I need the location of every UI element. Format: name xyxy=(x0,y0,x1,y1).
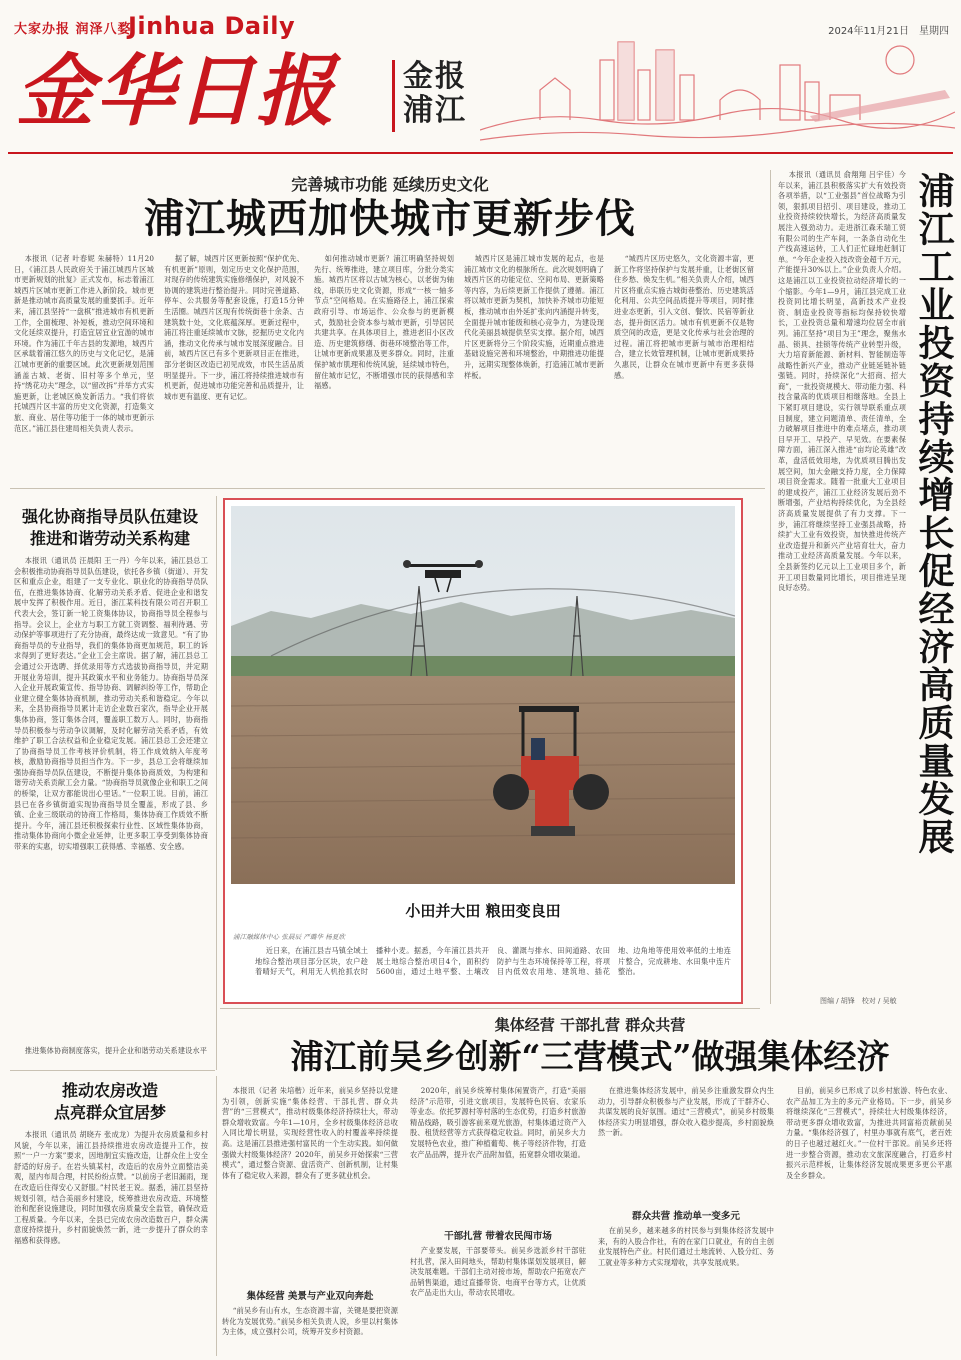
left-article1-headline xyxy=(12,506,208,550)
bottom-article-kicker: 集体经营 干部扎营 群众共营 xyxy=(494,1016,686,1034)
section-divider xyxy=(220,1008,760,1009)
bottom-article-col1 xyxy=(222,1086,398,1356)
left-article2-body: 本报讯（通讯员 胡晓卉 张成龙）为提升农房质量和乡村风貌，今年以来，浦江县持续推进农房改造提升工作，按照“一户一方案”要求，因地制宜实施改造，让群众住上安全舒适的好房子。在岩头镇某村，改造后的农房外立面整洁美观，屋内布局合理，村民纷纷点赞。“以前房子老旧漏雨，现在改造后住得安心又舒服。”村民老王说。据悉，浦江县坚持规划引领，结合美丽乡村建设，统筹推进农房改造、环境整治和配套设施建设，同时加强农房质量安全监管，确保改造工程质量。今年以来，全县已完成农房改造数百户，群众满意度持续提升，乡村面貌焕然一新，进一步提升了群众的幸福感和获得感。 xyxy=(14,1130,208,1245)
column-divider xyxy=(216,496,217,1070)
lead-article-col4: 城西片区是浦江城市发展的起点，也是浦江城市文化的根脉所在。此次规划明确了城西片区的功能定位、空间布局、更新策略等内容，为后续更新工作提供了遵循。浦江将以城市更新为契机，加快补齐城市功能短板，推动城市由外延扩张向内涵提升转变，全面提升城市能级和核心竞争力，为建设现代化美丽县城提供坚实支撑。据介绍，城西片区更新将分三个阶段实施，近期重点推进基础设施完善和环境整治，中期推进功能提升，远期实现整体焕新，打造浦江城市更新样板。 xyxy=(464,254,604,380)
photo-caption-title: 小田并大田 粮田变良田 xyxy=(405,902,561,920)
edition-line2: 浦江 xyxy=(403,93,467,128)
bottom-article-col1-text: 本报讯（记者 朱培楷）近年来，前吴乡坚持以党建为引领，创新实施“集体经营、干部扎营、群众共营”的“三营模式”，推动村级集体经济持续壮大，带动群众增收致富。今年1—10月，全乡村级集体经济总收入同比增长明显，实现经营性收入的村覆盖率持续提高。这是浦江县推进强村富民的一个生动实践。如何做强做大村级集体经济？2020年，前吴乡开始探索“三营模式”，通过整合资源、盘活资产、创新机制，让村集体有了稳定收入来源，群众有了更多就业机会。 xyxy=(222,1086,398,1180)
masthead-english-title: Jinhua Daily xyxy=(128,12,296,40)
bottom-article-col1-subhead: 集体经营 美景与产业双向奔赴 xyxy=(246,1291,374,1302)
edition-line1: 金报 xyxy=(403,59,467,94)
masthead-slogan: 大家办报 润泽八婺 xyxy=(14,22,132,37)
bottom-article-col3-subhead: 群众共营 推动单一变多元 xyxy=(632,1211,740,1222)
bottom-article-col3-text: 在推进集体经济发展中，前吴乡注重激发群众内生动力，引导群众积极参与产业发展，形成了干群齐心、共谋发展的良好氛围。通过“三营模式”，前吴乡村级集体经济实力明显增强，群众收入稳步提高，乡村面貌焕然一新。 xyxy=(598,1086,774,1138)
photo-credit: 浦江融媒体中心 张晨辰 严璐华 杨夏欣 xyxy=(233,933,346,941)
city-skyline-illustration xyxy=(480,20,955,148)
farm-field-photo xyxy=(231,506,735,884)
lead-article-col2: 据了解，城西片区更新按照“保护优先、有机更新”原则，划定历史文化保护范围，对现存的传统建筑实施修缮保护，对风貌不协调的建筑进行整治提升。同时完善道路、停车、公共服务等配套设施，打造15分钟生活圈。城西片区现有传统街巷十余条、古建筑数十处，文化底蕴深厚。更新过程中，浦江将注重延续城市文脉，挖掘历史文化内涵，推动文化传承与城市发展深度融合。目前，城西片区已有多个更新项目正在推进，部分老街区改造已初见成效，市民生活品质明显提升。下一步，浦江将持续推进城市有机更新，促进城市功能完善和品质提升，让城市更有温度、更有记忆。 xyxy=(164,254,304,401)
bottom-article-col2-tail: 产业要发展，干部要带头。前吴乡选派乡村干部驻村扎营，深入田间地头，帮助村集体谋划发展项目，解决发展难题。干部们主动对接市场，帮助农户拓宽农产品销售渠道，通过直播带货、电商平台等方式，让优质农产品走出大山，带动农民增收。 xyxy=(410,1246,586,1298)
section-divider xyxy=(10,488,765,489)
lead-article-kicker: 完善城市功能 延续历史文化 xyxy=(291,175,489,194)
masthead-title: 金华日报 xyxy=(16,46,337,137)
bottom-article-col2-text: 2020年，前吴乡统筹村集体闲置资产，打造“美丽经济”示范带，引进文旅项目，发展特色民宿、农家乐等业态。依托罗源村等村落的生态优势，打造乡村旅游精品线路，吸引游客前来观光旅游，村集体通过资产入股、租赁经营等方式获得稳定收益。同时，前吴乡大力发展特色农业，推广种植葡萄、桃子等经济作物，打造农产品品牌，提升农产品附加值，拓宽群众增收渠道。 xyxy=(410,1086,586,1159)
edition-badge xyxy=(392,60,474,132)
bottom-article-col3 xyxy=(598,1086,774,1356)
left-article1-footer: 推进集体协商制度落实，提升企业和谐劳动关系建设水平 xyxy=(24,1046,207,1055)
left-article1-headline-line2: 推进和谐劳动关系构建 xyxy=(29,529,190,548)
column-divider xyxy=(770,170,771,1004)
left-article2-headline-line2: 点亮群众宜居梦 xyxy=(53,1103,166,1122)
issue-date: 2024年11月21日 星期四 xyxy=(828,26,949,37)
lead-article-headline: 浦江城西加快城市更新步伐 xyxy=(144,195,636,242)
masthead-rule xyxy=(8,152,953,154)
right-article-credit: 图编 / 胡锋 校对 / 吴敏 xyxy=(820,997,897,1005)
right-article-body: 本报讯（通讯员 俞翔翔 吕宇佳）今年以来，浦江县积极落实扩大有效投资各项举措，以“工业强县”首位战略为引领，狠抓项目招引、项目建设，推动工业投资持续较快增长，为经济高质量发展注入强劲动力。走进浙江森禾瑞工贸有限公司的生产车间，一条条自动化生产线高速运转，工人们正忙碌地赶制订单。“今年企业投入技改资金超千万元，产能提升30%以上。”企业负责人介绍。这是浦江以工业投资拉动经济增长的一个缩影。今年1—9月，浦江县完成工业投资同比增长明显，高新技术产业投资、制造业投资等指标均保持较快增长，工业投资总量和增速均位居全市前列。浦江坚持“项目为王”理念，聚焦水晶、锁具、挂锁等传统产业转型升级，大力培育新能源、新材料、智能制造等战略性新兴产业，推动产业链延链补链强链。同时，持续深化“大招商、招大商”，一批投资规模大、带动能力强、科技含量高的优质项目相继落地。全县上下紧盯项目建设，实行领导联系重点项目制度，建立问题清单、责任清单，全力破解项目推进中的难点堵点，推动项目早开工、早投产、早见效。在要素保障方面，浦江深入推进“亩均论英雄”改革，盘活低效用地，为优质项目腾出发展空间，加大金融支持力度，全力保障项目资金需求。随着一批重大工业项目的建成投产，浦江工业经济发展后劲不断增强，产业结构持续优化，为全县经济高质量发展提供了有力支撑。下一步，浦江将继续坚持工业强县战略，持续扩大工业有效投资，加快推进传统产业改造提升和新兴产业培育壮大，奋力推动工业经济高质量发展。今年以来，全县新签约亿元以上工业项目多个，新开工项目数量同比增长，项目推进呈现良好态势。 xyxy=(778,170,906,593)
left-article1-headline-line1: 强化协商指导员队伍建设 xyxy=(21,507,198,526)
bottom-article-col4: 目前，前吴乡已形成了以乡村旅游、特色农业、农产品加工为主的多元产业格局。下一步，前吴乡将继续深化“三营模式”，持续壮大村级集体经济，带动更多群众增收致富，为推进共同富裕贡献前吴力量。“集体经济强了，村里办事就有底气，老百姓的日子也越过越红火。”一位村干部说。前吴乡还将进一步整合资源，推动农文旅深度融合，打造乡村振兴示范样板，让集体经济发展成果更多更公平惠及全乡群众。 xyxy=(786,1086,952,1180)
photo-caption-text: 近日来，在浦江县吉马镇全域土地综合整治项目部分区块，农户趁着晴好天气，利用无人机抢抓农时播种小麦。据悉，今年浦江县共开展土地综合整治项目4个，面积约5600亩，通过土地平整、土壤改良、灌溉与排水、田间道路、农田防护与生态环境保持等工程，将项目内低效农用地、建筑地、插花地、边角地等使用效率低的土地连片整合，完成耕地、水田集中连片整治。 xyxy=(255,946,731,977)
bottom-article-col2 xyxy=(410,1086,586,1356)
column-divider xyxy=(216,1076,217,1356)
lead-article-col5: “城西片区历史悠久，文化资源丰富，更新工作将坚持保护与发展并重，让老街区留住乡愁、焕发生机。”相关负责人介绍，城西片区将重点实施古城街巷整治、历史建筑活化利用、公共空间品质提升等项目，同时推进业态更新，引入文创、餐饮、民宿等新业态，提升街区活力。城市有机更新不仅是物质空间的改造，更是文化传承与社会治理的过程。浦江将把城市更新与城市治理相结合，建立长效管理机制，让城市更新成果持久惠民，让群众在城市更新中有更多获得感。 xyxy=(614,254,754,380)
section-divider xyxy=(10,1070,215,1071)
masthead xyxy=(0,0,961,158)
bottom-article-col1-tail: “前吴乡有山有水，生态资源丰富，关键是要把资源转化为发展优势。”前吴乡相关负责人说，乡里以村集体为主体，成立强村公司，统筹开发乡村资源。 xyxy=(222,1306,398,1337)
left-article2-headline-line1: 推动农房改造 xyxy=(61,1081,158,1100)
left-article2-headline xyxy=(12,1080,208,1124)
lead-article-col3: 如何推动城市更新？浦江明确坚持规划先行、统筹推进，建立项目库，分批分类实施。城西片区将以古城为核心，以老街为轴线，串联历史文化资源，形成“一核一轴多节点”空间格局。在实施路径上，浦江探索政府引导、市场运作、公众参与的更新模式，鼓励社会资本参与城市更新，引导居民共建共享。在具体项目上，推进老旧小区改造、历史建筑修缮、街巷环境整治等工作，让城市更新成果惠及更多群众。同时，注重保护城市肌理和传统风貌，延续城市特色，留住城市记忆，不断增强市民的获得感和幸福感。 xyxy=(314,254,454,391)
lead-article-col1: 本报讯（记者 叶春妮 朱赫特）11月20日，《浦江县人民政府关于浦江城西片区城市更新规划的批复》正式发布，标志着浦江城西片区城市更新工作进入新阶段。城市更新是推动城市高质量发展的重要抓手。近年来，浦江县坚持“一盘棋”推进城市有机更新工作，全面梳理、补短板，推动空间环境和文化延续双提升，打造宜居宜业宜游的城市环境。作为浦江千年古县的发源地，城西片区承载着浦江悠久的历史与文化记忆，是浦江城市更新的重要区域。此次更新规划范围涵盖古城、老街、旧村等多个单元，坚持“绣花功夫”理念，以“留改拆”并举方式实施更新，让老城区焕发新活力。“我们将依托城西片区丰富的历史文化资源，打造集文旅、商业、居住等功能于一体的城市更新示范区。”浦江县住建局相关负责人表示。 xyxy=(14,254,154,433)
bottom-article-col2-subhead: 干部扎营 带着农民闯市场 xyxy=(444,1231,552,1242)
bottom-article-headline: 浦江前吴乡创新“三营模式”做强集体经济 xyxy=(290,1037,890,1076)
bottom-article-col3-tail: 在前吴乡，越来越多的村民参与到集体经济发展中来，有的入股合作社，有的在家门口就业，有的自主创业发展特色产业。村民们通过土地流转、入股分红、务工就业等多种方式实现增收，共享发展成果。 xyxy=(598,1226,774,1267)
right-article-headline: 浦江工业投资持续增长促经济高质量发展 xyxy=(913,172,955,856)
left-article1-body: 本报讯（通讯员 汪晨阳 王一丹）今年以来，浦江县总工会积极推动协商指导员队伍建设，依托各乡镇（街道）、开发区和重点企业，组建了一支专业化、职业化的协商指导员队伍，在推进集体协商、化解劳动关系矛盾、促进企业和谐发展中发挥了积极作用。近日，浙江某科技有限公司召开职工代表大会，签订新一轮工资集体协议，协商指导员全程参与指导。会议上，企业方与职工方就工资调整、福利待遇、劳动保护等事项进行了充分协商，最终达成一致意见。“有了协商指导员的专业指导，我们的集体协商更加规范，职工的诉求得到了更好表达。”企业工会主席说。据了解，浦江县总工会通过公开选聘、择优录用等方式选拔协商指导员，并定期开展业务培训，提升其政策水平和业务能力。协商指导员深入企业开展政策宣传、指导协商、调解纠纷等工作，帮助企业建立健全集体协商机制，推动劳动关系和谐稳定。今年以来，全县协商指导员累计走访企业数百家次，指导企业开展集体协商，签订集体合同，覆盖职工数万人。同时，协商指导员积极参与劳动争议调解，及时化解劳动关系矛盾，有效维护了职工合法权益和企业稳定发展。浦江县总工会还建立了协商指导员工作考核评价机制，将工作成效纳入年度考核，激励协商指导员担当作为。下一步，县总工会将继续加强协商指导员队伍建设，不断提升集体协商质效，为构建和谐劳动关系贡献工会力量。“协商指导员就像企业和职工之间的桥梁，让双方都能说出心里话。”一位职工说。目前，浦江县已在各乡镇街道实现协商指导员全覆盖，形成了县、乡镇、企业三级联动的协商工作格局，集体协商工作质效不断提升。今年，浦江县还积极探索行业性、区域性集体协商，推动集体协商向小微企业延伸，让更多职工享受到集体协商带来的实惠，切实增强职工获得感、幸福感、安全感。 xyxy=(14,556,208,852)
photo-feature-box xyxy=(223,498,743,1004)
